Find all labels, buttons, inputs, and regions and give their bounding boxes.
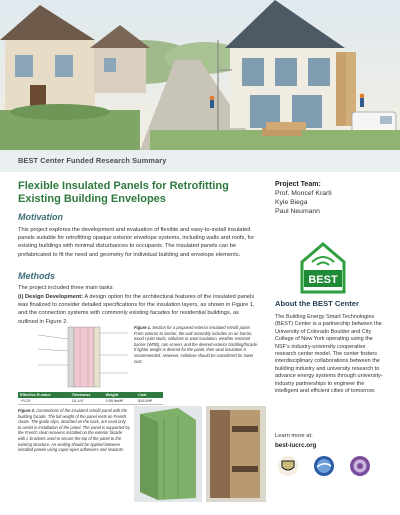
task-1-text: A design option for the architectural features of the insulated panels was finalized to consider detailed specifications for the insulation layers, as shown in Figure 1, and the connection systems with commonly existing facades for residential buildings, as outlined in Figure 2.: [18, 294, 255, 325]
figure-2-caption-label: Figure 2.: [18, 408, 36, 413]
series-label: BEST Center Funded Research Summary: [18, 156, 167, 165]
figure-1-caption: [134, 325, 259, 364]
table-cell: 10-1/4": [70, 398, 104, 405]
about-text: The Building Energy Smart Technologies (BEST) Center is a partnership between the University of Colorado Boulder and City College of New York operating using the NSF's industry-university cooperative research center model. The center fosters interdisciplinary collaborations between the building industry and university research to advance energy systems through university-industry partnerships to engineer the intelligent and efficient cities of tomorrow.: [275, 314, 383, 395]
about-heading: About the BEST Center: [275, 299, 359, 308]
hero-illustration: [0, 0, 400, 150]
nsf-seal-icon: [313, 455, 335, 477]
cu-boulder-seal-icon: [277, 455, 299, 477]
page-title: [18, 180, 253, 205]
motivation-heading: Motivation: [18, 212, 63, 222]
table-cell: ~R-29: [18, 398, 70, 405]
figure-1-caption-text: Section for a proposed exterior insulated retrofit panel. From exterior to interior, the wall assembly includes an air barrier, wood I-joist studs, cellulose or wool insulation, weather-resistant barrier (WRB), rain screen, and the desired exterior cladding/facade. If lighter weight is desired for the panel, then wool insulation is recommended. However, cellulose should be considered for lower cost.: [134, 325, 259, 364]
team-member: Kyle Biega: [275, 199, 308, 206]
website-link[interactable]: best-iucrc.org: [275, 442, 317, 449]
figure-1-caption-label: Figure 1.: [134, 325, 152, 330]
table-header: Weight: [104, 392, 137, 398]
task-1-label: (i) Design Development:: [18, 294, 84, 300]
table-header: Effective R-value: [18, 392, 70, 398]
table-header: Cost: [136, 392, 163, 398]
methods-heading: Methods: [18, 271, 55, 281]
table-cell: 3.59 lbs/ft²: [104, 398, 137, 405]
table-header: Thickness: [70, 392, 104, 398]
figure-2-cleat-detail: [206, 406, 266, 502]
figure-2-caption-text: Connections of the insulated retrofit panel with the building facade. The full weight of the panel rests on French cleats. The guide clips, attached on the back, are used only to assist in installation of the panel. The panel is supported by the French cleat receivers installed on the exterior facade with L-brackets used to secure the top of the panel to the existing structure. An sealing should be applied between installed panels using vapor-open adhesives and sealants.: [18, 408, 130, 453]
learn-more-label: Learn more at:: [275, 433, 313, 439]
motivation-text: This project explores the development and evaluation of flexible and easy-to-install insulated panels suitable for retrofitting opaque exterior envelope systems, including walls and roofs, for existing buildings with minimal disturbances to occupants. The insulated panels can be prefabricated to fit the need and geometry for individual building and envelope elements.: [18, 227, 255, 258]
team-member: Paul Neumann: [275, 208, 320, 215]
project-team-heading: Project Team:: [275, 181, 321, 188]
ccny-seal-icon: [349, 455, 371, 477]
figure-2-caption: [18, 408, 130, 453]
title-line-2: Existing Building Envelopes: [18, 192, 166, 205]
team-member: Prof. Moncef Krarti: [275, 190, 332, 197]
figure-2-panel-render: [134, 406, 202, 502]
panel-specs-table: [18, 392, 163, 405]
best-center-logo: [298, 240, 348, 296]
title-line-1: Flexible Insulated Panels for Retrofitting: [18, 180, 229, 192]
methods-intro: The project included three main tasks:: [18, 285, 115, 291]
table-row: [18, 398, 163, 405]
table-cell: $15.5/ft²: [136, 398, 163, 405]
logo-wordmark: BEST: [308, 274, 338, 286]
methods-task-1: [18, 293, 258, 326]
